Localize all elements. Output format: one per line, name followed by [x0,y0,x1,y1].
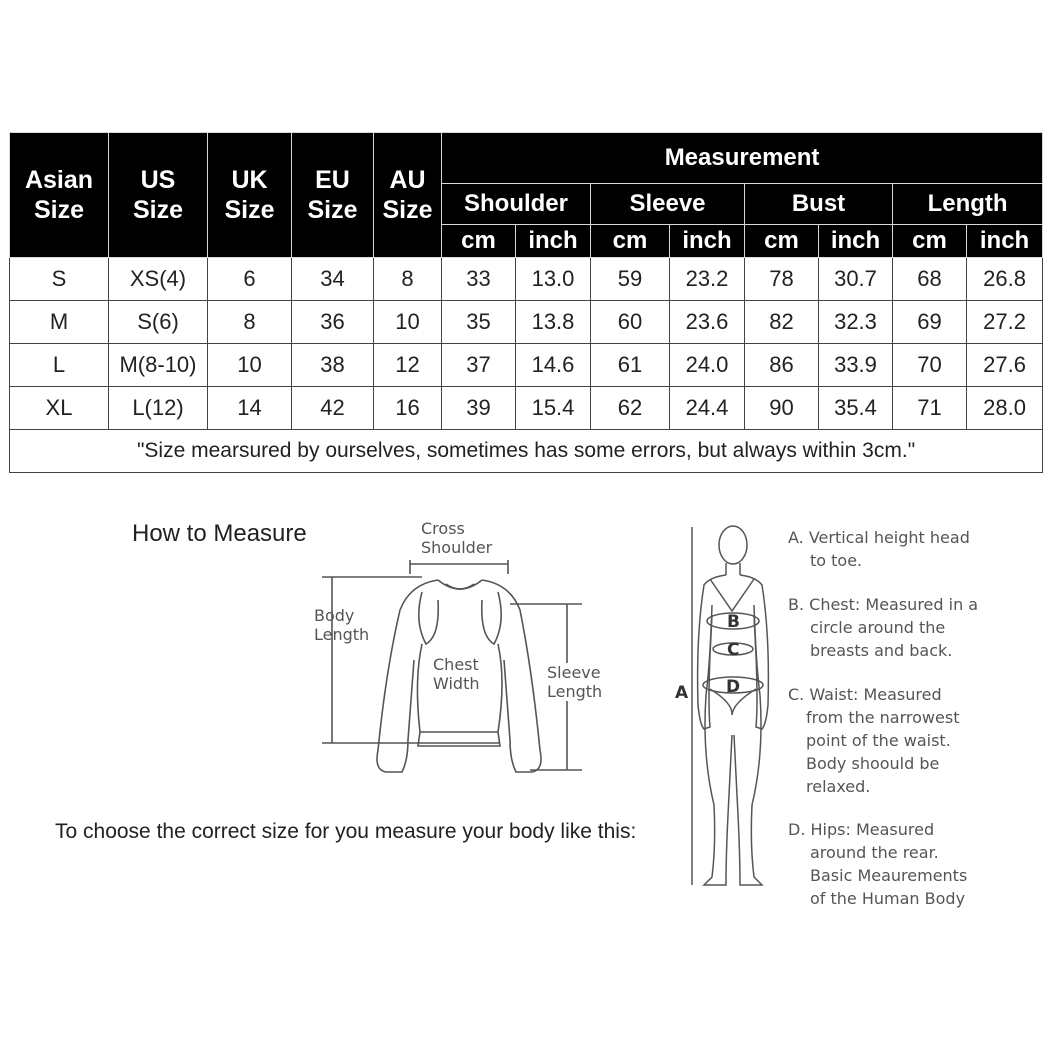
table-cell: 30.7 [819,258,893,301]
table-cell: 10 [374,301,442,344]
table-cell: 36 [292,301,374,344]
unit-cm: cm [591,225,670,258]
table-cell: 39 [442,387,516,430]
unit-cm: cm [893,225,967,258]
table-cell: 10 [208,344,292,387]
table-header [10,133,1043,258]
label-b: B [727,612,740,632]
note-row [10,430,1043,473]
table-cell: 28.0 [967,387,1043,430]
table-cell: 61 [591,344,670,387]
table-cell: 8 [374,258,442,301]
table-cell: 24.4 [670,387,745,430]
table-cell: 78 [745,258,819,301]
body-figure [680,515,790,895]
table-cell: 70 [893,344,967,387]
label-c: C [727,640,740,660]
table-cell: 35.4 [819,387,893,430]
table-cell: 13.8 [516,301,591,344]
sleeve-length-label: Sleeve Length [547,663,603,701]
table-cell: 69 [893,301,967,344]
table-cell: S [10,258,109,301]
table-cell: 23.6 [670,301,745,344]
table-cell: 59 [591,258,670,301]
table-cell: 15.4 [516,387,591,430]
header-measurement: Measurement [442,133,1043,184]
unit-cm: cm [745,225,819,258]
cross-shoulder-label: Cross Shoulder [421,519,493,557]
table-cell: 33.9 [819,344,893,387]
table-cell: 71 [893,387,967,430]
table-cell: 6 [208,258,292,301]
header-shoulder: Shoulder [442,184,591,225]
label-d: D [726,677,741,697]
unit-inch: inch [670,225,745,258]
table-cell: 26.8 [967,258,1043,301]
table-cell: 27.6 [967,344,1043,387]
how-to-measure-title: How to Measure [132,520,307,547]
table-row [10,387,1043,430]
table-row [10,344,1043,387]
header-asian-size: Asian Size [10,133,109,258]
header-length: Length [893,184,1043,225]
chest-width-label: Chest Width [433,655,480,693]
header-au-size: AU Size [374,133,442,258]
table-cell: 34 [292,258,374,301]
table-row [10,258,1043,301]
header-us-size: US Size [109,133,208,258]
note-a-height: A. Vertical height head to toe. [788,528,970,570]
table-cell: 60 [591,301,670,344]
header-bust: Bust [745,184,893,225]
table-cell: 86 [745,344,819,387]
note-c-waist: C. Waist: Measured from the narrowest point of the waist. Body shoould be relaxed. [788,685,960,796]
body-length-label: Body Length [314,606,370,644]
table-cell: 37 [442,344,516,387]
table-cell: 16 [374,387,442,430]
table-cell: 33 [442,258,516,301]
table-cell: 82 [745,301,819,344]
header-eu-size: EU Size [292,133,374,258]
table-cell: M(8-10) [109,344,208,387]
table-cell: 42 [292,387,374,430]
choose-size-instruction: To choose the correct size for you measure your body like this: [55,820,637,843]
table-cell: 35 [442,301,516,344]
note-d-hips: D. Hips: Measured around the rear. Basic Meaurements of the Human Body [788,820,968,908]
size-chart-table [9,132,1043,473]
note-b-chest: B. Chest: Measured in a circle around the breasts and back. [788,595,979,660]
table-body [10,258,1043,473]
table-cell: M [10,301,109,344]
table-cell: S(6) [109,301,208,344]
table-cell: L(12) [109,387,208,430]
table-cell: 27.2 [967,301,1043,344]
table-cell: XL [10,387,109,430]
table-cell: 38 [292,344,374,387]
table-cell: 8 [208,301,292,344]
table-cell: 14.6 [516,344,591,387]
unit-inch: inch [819,225,893,258]
table-cell: 14 [208,387,292,430]
header-sleeve: Sleeve [591,184,745,225]
table-cell: 90 [745,387,819,430]
table-cell: 68 [893,258,967,301]
unit-cm: cm [442,225,516,258]
table-cell: 23.2 [670,258,745,301]
table-cell: 32.3 [819,301,893,344]
unit-inch: inch [967,225,1043,258]
table-row [10,301,1043,344]
measurement-note: "Size mearsured by ourselves, sometimes has some errors, but always within 3cm." [10,430,1043,473]
table-cell: XS(4) [109,258,208,301]
unit-inch: inch [516,225,591,258]
table-cell: 12 [374,344,442,387]
header-uk-size: UK Size [208,133,292,258]
label-a: A [675,683,689,703]
table-cell: 62 [591,387,670,430]
table-cell: L [10,344,109,387]
table-cell: 13.0 [516,258,591,301]
table-cell: 24.0 [670,344,745,387]
